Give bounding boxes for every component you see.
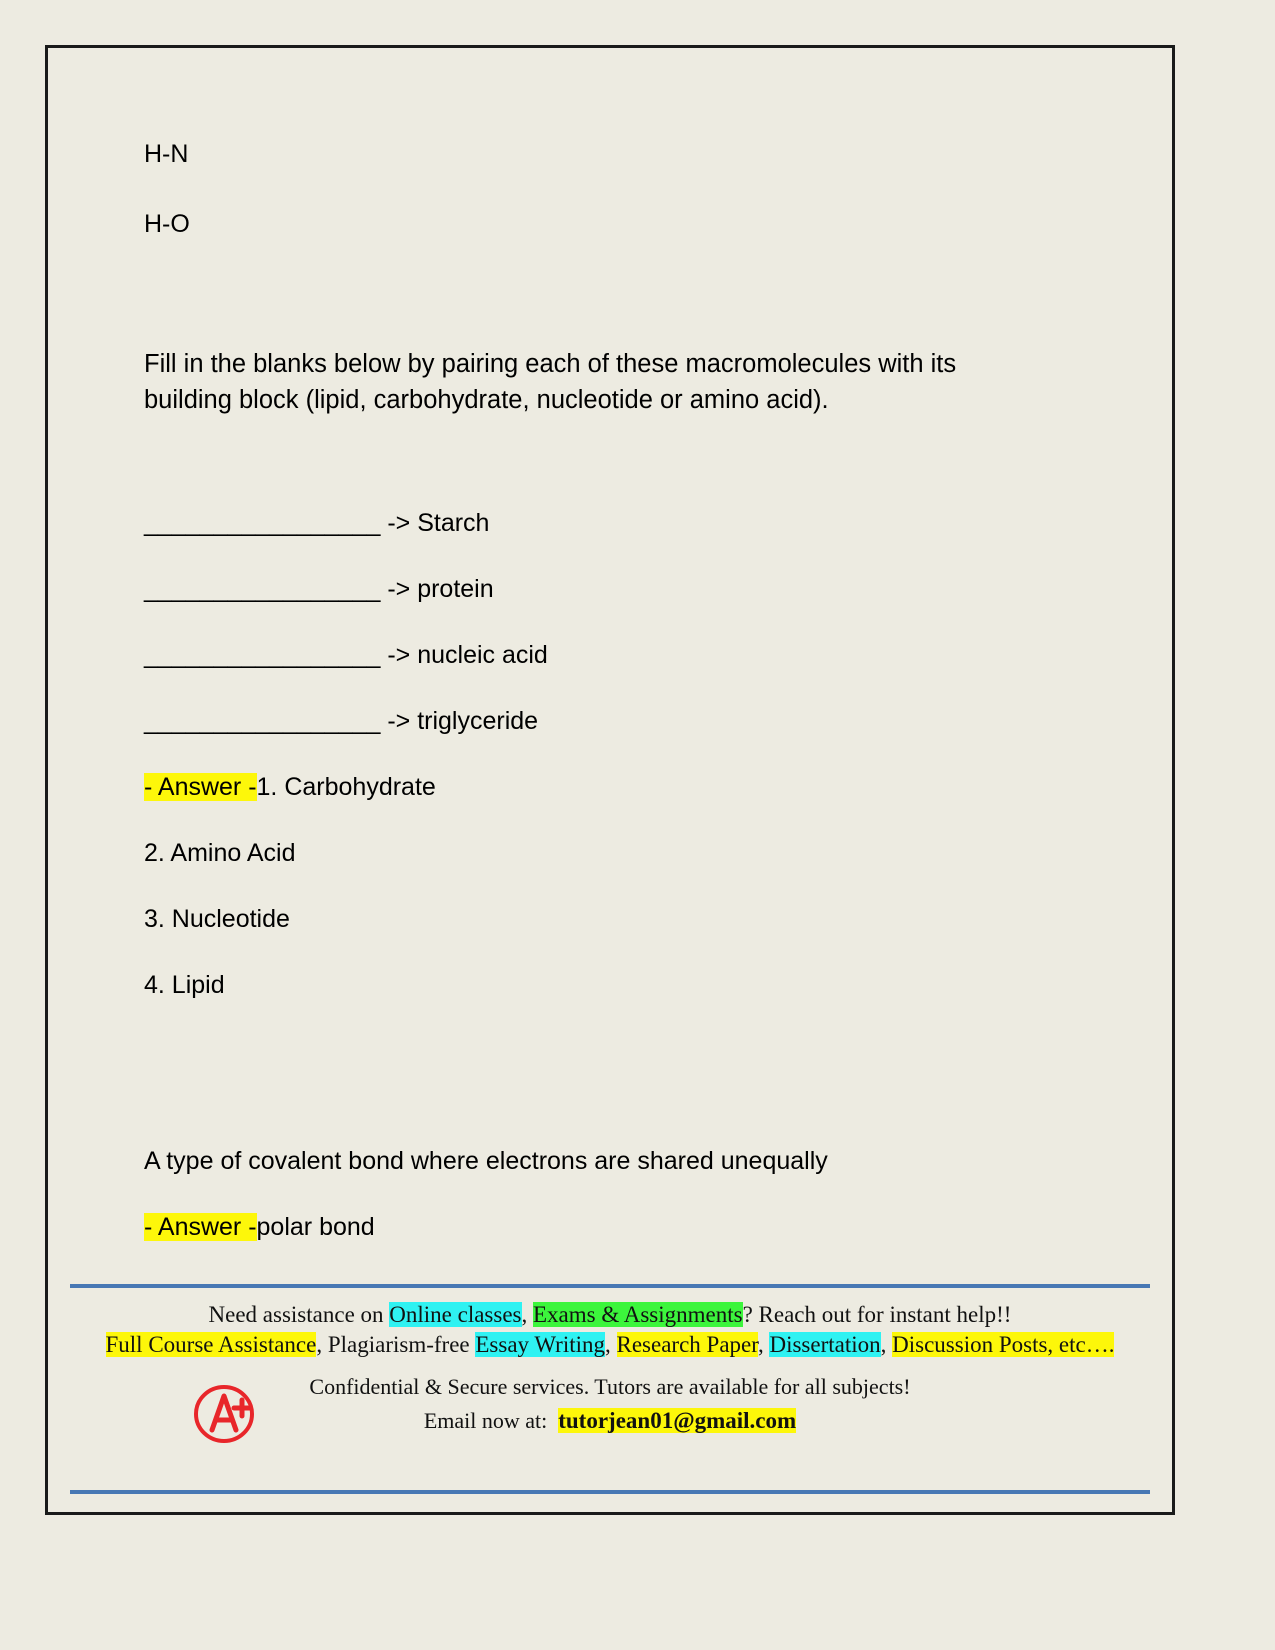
bond-line-1: H-N (144, 140, 189, 168)
instruction-text: Fill in the blanks below by pairing each of these macromolecules with its building block (lipid, carbohydrate, nucleotide or amino acid). (144, 349, 957, 415)
highlight-exams-assignments: Exams & Assignments (533, 1302, 743, 1327)
highlight-essay-writing: Essay Writing (475, 1332, 605, 1357)
bond-line-2: H-O (144, 209, 190, 238)
footer-text: Need assistance on (208, 1302, 390, 1327)
footer-text: , (521, 1302, 533, 1327)
answer-text: polar bond (256, 1213, 375, 1242)
document-content (144, 138, 1112, 1279)
arrow: -> (380, 575, 418, 604)
footer-lower (70, 1374, 1150, 1466)
answer-row-4: 4. Lipid (144, 971, 225, 1000)
blank-line: _________________ (144, 509, 381, 538)
email-address[interactable]: tutorjean01@gmail.com (558, 1408, 797, 1433)
spacer (144, 1105, 1112, 1147)
spacer (144, 1037, 1112, 1105)
highlight-dissertation: Dissertation (769, 1332, 881, 1357)
a-plus-badge-icon (190, 1378, 262, 1450)
term: protein (417, 575, 494, 604)
blank-line: _________________ (144, 641, 381, 670)
document-page (45, 45, 1175, 1515)
answer-label: - Answer - (144, 1213, 257, 1242)
blank-row (144, 509, 1112, 538)
footer-bottom-rule (70, 1490, 1150, 1494)
arrow: -> (380, 641, 418, 670)
blank-line: _________________ (144, 707, 381, 736)
footer-text: , Plagiarism-free (316, 1332, 476, 1357)
question-2-text: A type of covalent bond where electrons are shared unequally (144, 1147, 828, 1176)
footer-text: , (880, 1332, 893, 1357)
footer-text: ? Reach out for instant help!! (742, 1302, 1012, 1327)
answer-label: - Answer - (144, 773, 257, 802)
answer-row-1 (144, 773, 1112, 802)
highlight-discussion-posts: Discussion Posts, etc…. (892, 1332, 1115, 1357)
footer-body (70, 1288, 1150, 1476)
answer-text: 1. Carbohydrate (256, 773, 436, 802)
term: triglyceride (417, 707, 539, 736)
arrow: -> (380, 707, 418, 736)
spacer (144, 419, 1112, 487)
blank-row (144, 575, 1112, 604)
footer-line-3: Confidential & Secure services. Tutors are available for all subjects! (309, 1374, 911, 1399)
answer-row-5 (144, 1213, 1112, 1242)
promo-footer (70, 1284, 1150, 1494)
spacer (144, 487, 1112, 509)
highlight-online-classes: Online classes (389, 1302, 522, 1327)
highlight-research-paper: Research Paper (616, 1332, 758, 1357)
footer-line-1 (70, 1302, 1150, 1328)
term: nucleic acid (417, 641, 548, 670)
footer-text: , (757, 1332, 770, 1357)
spacer (144, 278, 1112, 346)
blank-line: _________________ (144, 575, 381, 604)
answer-row-2: 2. Amino Acid (144, 839, 296, 868)
arrow: -> (380, 509, 418, 538)
term: Starch (417, 509, 490, 538)
footer-line-2 (70, 1332, 1150, 1358)
blank-row (144, 641, 1112, 670)
blank-row (144, 707, 1112, 736)
highlight-full-course-assistance: Full Course Assistance (105, 1332, 317, 1357)
answer-row-3: 3. Nucleotide (144, 905, 290, 934)
footer-text: , (605, 1332, 617, 1357)
email-label: Email now at: (423, 1408, 548, 1433)
